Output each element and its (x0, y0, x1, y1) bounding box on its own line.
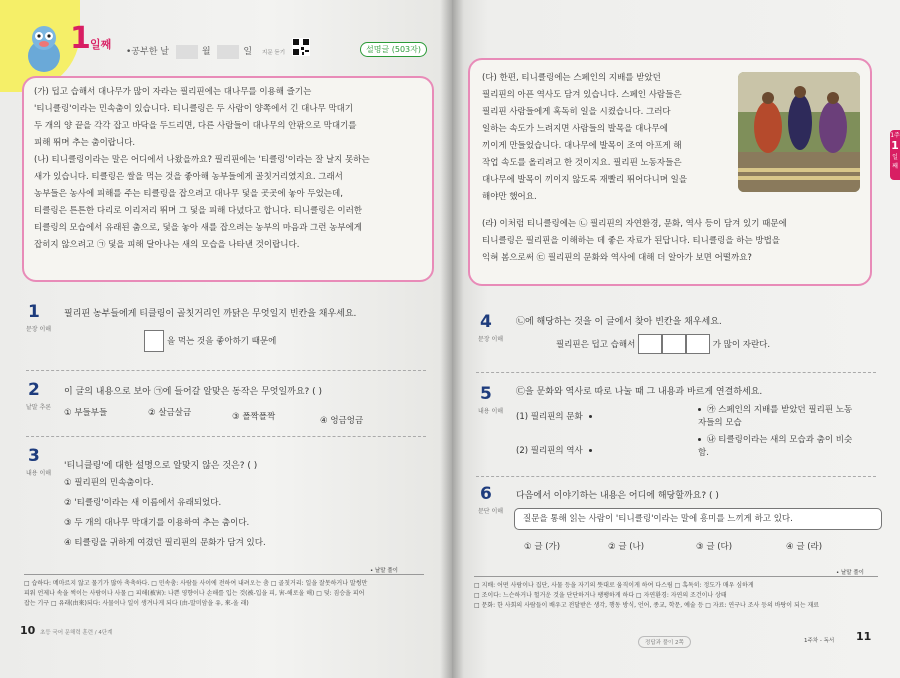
question-4-blank[interactable] (638, 334, 662, 354)
divider (26, 370, 426, 371)
question-6-text: 다음에서 이야기하는 내용은 어디에 해당할까요? ( ) (516, 491, 719, 501)
vocab-footer (474, 576, 878, 611)
question-2-choice[interactable]: ② 살금살금 (148, 408, 192, 418)
vocab-line: □ 습하다: 메마르지 않고 물기가 많아 축축하다. □ 민속춤: 사람들 사이에 전하여 내려오는 춤 □ 골칫거리: 일을 잘못하거나 말썽만 (24, 580, 368, 587)
passage-line: 티클링의 모습에서 유래된 춤으로, 덫을 놓아 새를 잡으려는 농부의 마음과 그런 농부에게 (34, 223, 363, 233)
passage-box-left (22, 76, 434, 282)
passage-line: '티니클링'이라는 민속춤이 있습니다. 티니클링은 두 사람이 양쪽에서 긴 대나무 막대기 (34, 104, 354, 114)
divider (476, 372, 876, 373)
question-4-answer (556, 334, 770, 354)
day-box[interactable] (217, 45, 239, 59)
divider (476, 476, 876, 477)
question-2-choice[interactable]: ① 부들부들 (64, 408, 108, 418)
question-1-number: 1 (28, 302, 40, 322)
passage-line: 농부들은 농사에 피해를 주는 티클링을 잡으려고 대나무 덫을 곳곳에 놓아 두었는데, (34, 189, 343, 199)
question-5-number: 5 (480, 384, 492, 404)
week-tab-week: 1주 (890, 132, 900, 139)
question-3-choice[interactable]: ④ 티클링을 귀하게 여겼던 필리핀의 문화가 담겨 있다. (64, 538, 266, 548)
answer-key-label: 정답과 풀이 2쪽 (638, 636, 691, 648)
question-1-text: 필리핀 농부들에게 티클링이 골칫거리인 까닭은 무엇일지 빈칸을 채우세요. (64, 309, 357, 319)
vocab-footer (24, 574, 424, 609)
passage-line: (가) 덥고 습해서 대나무가 많이 자라는 필리핀에는 대나무를 이용해 즐기는 (34, 87, 312, 97)
qr-code-icon[interactable] (292, 38, 310, 56)
passage-line: 익혀 봄으로써 ㉢ 필리핀의 문화와 역사에 대해 더 알아가 보면 어떨까요? (482, 253, 752, 263)
question-3-number: 3 (28, 446, 40, 466)
week-tab-label: 일째 (892, 154, 898, 170)
genre-tag: 설명글 (503자) (360, 42, 427, 57)
day-number: 1 (70, 21, 91, 56)
question-6-choice[interactable]: ① 글 (가) (524, 542, 561, 552)
question-5-text: ㉢을 문화와 역사로 따로 나눌 때 그 내용과 바르게 연결하세요. (516, 387, 763, 397)
question-4-suffix: 가 많이 자란다. (712, 340, 771, 350)
question-5-right-label: ㉯ 티클링이라는 새의 모습과 춤이 비슷함. (698, 435, 853, 458)
question-6-tag: 문단 이해 (478, 508, 504, 515)
question-1-answer (144, 330, 276, 352)
week-tab (890, 130, 900, 180)
day-badge (70, 21, 112, 56)
question-3-choice[interactable]: ③ 두 개의 대나무 막대기를 이용하여 추는 춤이다. (64, 518, 250, 528)
mascot-icon (24, 22, 64, 74)
passage-line: 일하는 속도가 느려지면 사람들의 발목을 대나무에 (482, 124, 668, 134)
question-4-blank[interactable] (686, 334, 710, 354)
question-5-left-label: (2) 필리핀의 역사 (516, 446, 583, 456)
question-5-tag: 내용 이해 (478, 408, 504, 415)
question-3-choice[interactable]: ① 필리핀의 민속춤이다. (64, 478, 154, 488)
vocab-note: • 낱말 풀이 (370, 568, 398, 574)
question-3-text: '티니클링'에 대한 설명으로 알맞지 않은 것은? ( ) (64, 461, 258, 471)
vocab-line: □ 지배: 어떤 사람이나 집단, 사물 등을 자기의 뜻대로 움직이게 하여 다스림 □ 혹독히: 정도가 매우 심하게 (474, 582, 754, 589)
passage-line: 티니클링은 필리핀을 이해하는 데 좋은 자료가 된답니다. 티니클링을 하는 방법을 (482, 236, 780, 246)
passage-line: (다) 한편, 티니클링에는 스페인의 지배를 받았던 (482, 73, 661, 83)
dancers-photo (738, 72, 860, 192)
passage-line: 필리핀의 아픈 역사도 담겨 있습니다. 스페인 사람들은 (482, 90, 682, 100)
question-1-suffix: 을 먹는 것을 좋아하기 때문에 (167, 336, 277, 347)
listen-label: 지문 듣기 (262, 50, 286, 56)
question-3-choice[interactable]: ② '티클링'이라는 새 이름에서 유래되었다. (64, 498, 222, 508)
vocab-line: □ 문화: 한 사회의 사람들이 배우고 전달받은 생각, 행동 방식, 언어, 종교, 학문, 예술 등 □ 자료: 연구나 조사 등의 바탕이 되는 재료 (474, 602, 820, 609)
book-title: 초등 국어 문해력 훈련 / 4단계 (40, 630, 113, 636)
passage-line: (나) 티니클링이라는 말은 어디에서 나왔을까요? 필리핀에는 '티클링'이라는 잘 날지 못하는 (34, 155, 370, 165)
question-1-blank[interactable] (144, 330, 164, 352)
week-tab-day: 1 (891, 139, 899, 152)
question-6-choice[interactable]: ③ 글 (다) (696, 542, 733, 552)
question-5-left-label: (1) 필리핀의 문화 (516, 412, 583, 422)
question-5-left-item[interactable] (516, 444, 592, 456)
question-5-left-item[interactable] (516, 410, 592, 422)
question-4-number: 4 (480, 312, 492, 332)
page-number: 10 (20, 624, 36, 637)
right-page (452, 0, 900, 678)
passage-line: 필리핀 사람들에게 혹독히 일을 시켰습니다. 그러다 (482, 107, 671, 117)
passage-left-text (34, 84, 426, 254)
question-6-choice[interactable]: ② 글 (나) (608, 542, 645, 552)
passage-right-text-top (482, 70, 744, 206)
question-4-tag: 문장 이해 (478, 336, 504, 343)
question-2-choice[interactable]: ④ 엉금엉금 (320, 416, 364, 426)
question-6-choice[interactable]: ④ 글 (라) (786, 542, 823, 552)
passage-line: 작업 속도를 올리려고 한 것이지요. 필리핀 노동자들은 (482, 158, 682, 168)
question-6-number: 6 (480, 484, 492, 504)
match-dot[interactable] (589, 415, 592, 418)
divider (26, 436, 426, 437)
question-4-blank[interactable] (662, 334, 686, 354)
section-label: 1주차 - 독서 (804, 638, 835, 644)
vocab-line: □ 조이다: 느슨하거나 헐거운 것을 단단하거나 팽팽하게 하다 □ 자연환경: 자연의 조건이나 상태 (474, 592, 727, 599)
month-box[interactable] (176, 45, 198, 59)
question-2-number: 2 (28, 380, 40, 400)
question-5-right-item[interactable] (698, 404, 858, 430)
day-label: 일째 (90, 38, 112, 51)
question-2-text: 이 글의 내용으로 보아 ㉠에 들어갈 알맞은 동작은 무엇일까요? ( ) (64, 387, 323, 397)
question-2-choice[interactable]: ③ 폴짝폴짝 (232, 412, 276, 422)
day-date-label: 일 (243, 47, 253, 57)
question-3-tag: 내용 이해 (26, 470, 52, 477)
passage-line: 두 개의 양 끝을 각각 잡고 바닥을 두드리면, 다른 사람들이 대나무의 안팎으로 막대기를 (34, 121, 357, 131)
date-prefix: •공부한 날 (126, 47, 169, 57)
book-gutter (440, 0, 464, 678)
study-date (126, 44, 252, 59)
question-5-right-item[interactable] (698, 434, 858, 460)
passage-line: 끼이게 만들었습니다. 대나무에 발목이 조여 아프게 해 (482, 141, 682, 151)
match-dot[interactable] (589, 449, 592, 452)
month-label: 월 (201, 47, 211, 57)
vocab-note: • 낱말 풀이 (836, 570, 864, 576)
passage-line: 피해 뛰며 추는 춤이랍니다. (34, 138, 136, 148)
passage-line: 티클링은 튼튼한 다리로 이리저리 뛰며 그 덫을 피해 다녔다고 합니다. 티니클링은 이러한 (34, 206, 363, 216)
passage-line: 새가 있습니다. 티클링은 쌀을 먹는 것을 좋아해 농부들에게 골칫거리였지요. 그래서 (34, 172, 343, 182)
question-5-right-label: ㉮ 스페인의 지배를 받았던 필리핀 노동자들의 모습 (698, 405, 853, 428)
question-1-tag: 문장 이해 (26, 326, 52, 333)
match-dot[interactable] (698, 408, 701, 411)
question-6-example: 질문을 통해 읽는 사람이 '티니클링'이라는 말에 흥미를 느끼게 하고 있다. (514, 508, 882, 530)
passage-right-text-bottom (482, 216, 866, 267)
passage-line: (라) 이처럼 티니클링에는 ㉡ 필리핀의 자연환경, 문화, 역사 등이 담겨 있기 때문에 (482, 219, 787, 229)
passage-line: 잡히지 않으려고 ㉠ 덫을 피해 달아나는 새의 모습을 나타낸 것이랍니다. (34, 240, 300, 250)
passage-line: 해야만 했어요. (482, 192, 537, 202)
vocab-line: 피워 언제나 속을 썩이는 사람이나 사물 □ 피해(被害): 나쁜 영향이나 손해를 입는 것(被-입을 피, 害-해로울 해) □ 덫: 짐승을 피어 (24, 590, 365, 597)
vocab-line: 잡는 기구 □ 유래(由來)되다: 사물이나 일이 생겨나게 되다 (由-말미암을 유, 來-올 래) (24, 600, 249, 607)
passage-line: 대나무에 발목이 끼이지 않도록 재빨리 뛰어다니며 일을 (482, 175, 688, 185)
match-dot[interactable] (698, 438, 701, 441)
question-4-text: ㉡에 해당하는 것을 이 글에서 찾아 빈칸을 채우세요. (516, 317, 722, 327)
question-2-tag: 낱말 추론 (26, 404, 52, 411)
question-4-prefix: 필리핀은 덥고 습해서 (556, 340, 636, 350)
page-number: 11 (856, 630, 872, 643)
